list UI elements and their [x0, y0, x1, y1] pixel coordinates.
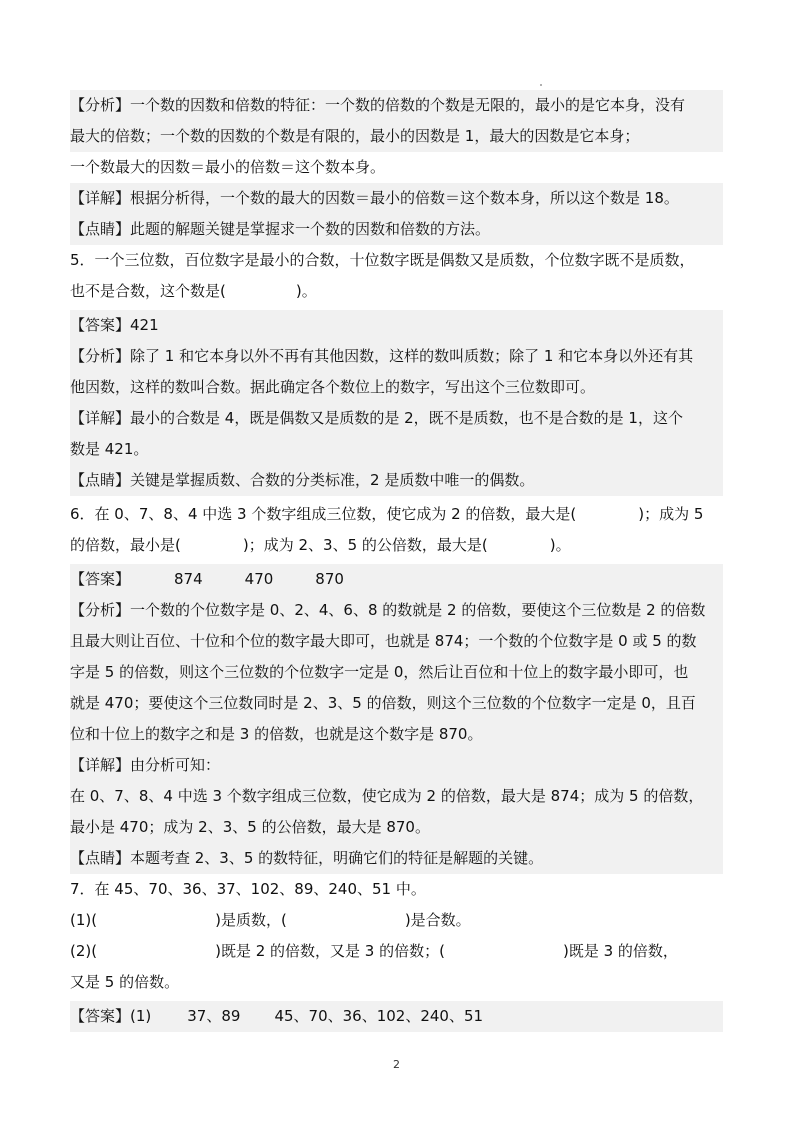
text-span: )。	[295, 282, 317, 300]
answer-value: 874	[174, 570, 203, 588]
text-span: )既是 3 的倍数，	[562, 942, 678, 960]
speck-mark	[540, 84, 542, 86]
text-span: )。	[549, 536, 571, 554]
text-line: 就是 470；要使这个三位数同时是 2、3、5 的倍数，则这个三位数的个位数字一定是 0，且百	[70, 694, 696, 712]
text-line: 数是 421。	[70, 440, 149, 458]
text-span: )是合数。	[404, 911, 471, 929]
text-span: (1)(	[70, 911, 98, 929]
question-7-part-2-cont: 又是 5 的倍数。	[70, 973, 180, 991]
question-6-line-1	[70, 499, 723, 530]
text-line: 在 0、7、8、4 中选 3 个数字组成三位数，使它成为 2 的倍数，最大是 874；成为 5 的倍数，	[70, 787, 704, 805]
question-6-line-2	[70, 530, 723, 561]
answer-block-6	[70, 564, 723, 874]
text-span: 的倍数，最小是(	[70, 536, 181, 554]
text-span: )既是 2 的倍数，又是 3 的倍数；(	[215, 942, 445, 960]
page-number: 2	[393, 1058, 400, 1071]
text-line: 【分析】除了 1 和它本身以外不再有其他因数，这样的数叫质数；除了 1 和它本身以外还有其	[70, 347, 694, 365]
text-line: 一个数最大的因数＝最小的倍数＝这个数本身。	[70, 158, 386, 176]
question-7-part-2	[70, 936, 723, 967]
text-line: 【详解】最小的合数是 4，既是偶数又是质数的是 2，既不是质数，也不是合数的是 1，这个	[70, 409, 683, 427]
answer-line	[70, 564, 723, 595]
text-line: 【点睛】本题考查 2、3、5 的数特征，明确它们的特征是解题的关键。	[70, 849, 544, 867]
answer-value: 37、89	[187, 1007, 241, 1025]
text-span: )；成为 5	[638, 505, 704, 523]
text-span: 6．在 0、7、8、4 中选 3 个数字组成三位数，使它成为 2 的倍数，最大是(	[70, 505, 577, 523]
text-span: )是质数，(	[215, 911, 287, 929]
text-line: 最小是 470；成为 2、3、5 的公倍数，最大是 870。	[70, 818, 430, 836]
answer-label: 【答案】(1)	[70, 1007, 152, 1025]
answer-line	[70, 1001, 723, 1032]
text-line: 最大的倍数；一个数的因数的个数是有限的，最小的因数是 1，最大的因数是它本身；	[70, 127, 640, 145]
text-line: 【分析】一个数的个位数字是 0、2、4、6、8 的数就是 2 的倍数，要使这个三位数是 2 的倍数	[70, 601, 706, 619]
question-7-part-1	[70, 905, 723, 936]
question-5-line-1: 5．一个三位数，百位数字是最小的合数，十位数字既是偶数又是质数，个位数字既不是质数，	[70, 251, 695, 269]
answer-value: 870	[315, 570, 344, 588]
text-line: 位和十位上的数字之和是 3 的倍数，也就是这个数字是 870。	[70, 725, 483, 743]
answer-value: 470	[244, 570, 274, 588]
text-line: 【分析】一个数的因数和倍数的特征：一个数的倍数的个数是无限的，最小的是它本身，没有	[70, 96, 686, 114]
text-line: 他因数，这样的数叫合数。据此确定各个数位上的数字，写出这个三位数即可。	[70, 378, 596, 396]
document-body	[70, 90, 723, 1032]
answer-label: 【答案】	[70, 570, 131, 588]
analysis-block-4	[70, 90, 723, 152]
answer-block-5	[70, 310, 723, 496]
answer-value: 45、70、36、102、240、51	[274, 1007, 484, 1025]
text-line: 字是 5 的倍数，则这个三位数的个位数字一定是 0，然后让百位和十位上的数字最小即可，也	[70, 663, 689, 681]
answer-block-7	[70, 1001, 723, 1032]
text-line: 【详解】由分析可知：	[70, 756, 221, 774]
text-line: 且最大则让百位、十位和个位的数字最大即可，也就是 874；一个数的个位数字是 0 或 5 的数	[70, 632, 697, 650]
detail-block-4	[70, 183, 723, 245]
text-span: )；成为 2、3、5 的公倍数，最大是(	[242, 536, 488, 554]
question-7: 7．在 45、70、36、37、102、89、240、51 中。	[70, 880, 426, 898]
text-span: (2)(	[70, 942, 98, 960]
text-line: 【详解】根据分析得，一个数的最大的因数＝最小的倍数＝这个数本身，所以这个数是 18。	[70, 189, 679, 207]
text-line: 【点睛】此题的解题关键是掌握求一个数的因数和倍数的方法。	[70, 220, 491, 238]
text-line: 【点睛】关键是掌握质数、合数的分类标准，2 是质数中唯一的偶数。	[70, 471, 535, 489]
answer-line: 【答案】421	[70, 316, 159, 334]
text-span: 也不是合数，这个数是(	[70, 282, 226, 300]
question-5-line-2	[70, 276, 723, 307]
